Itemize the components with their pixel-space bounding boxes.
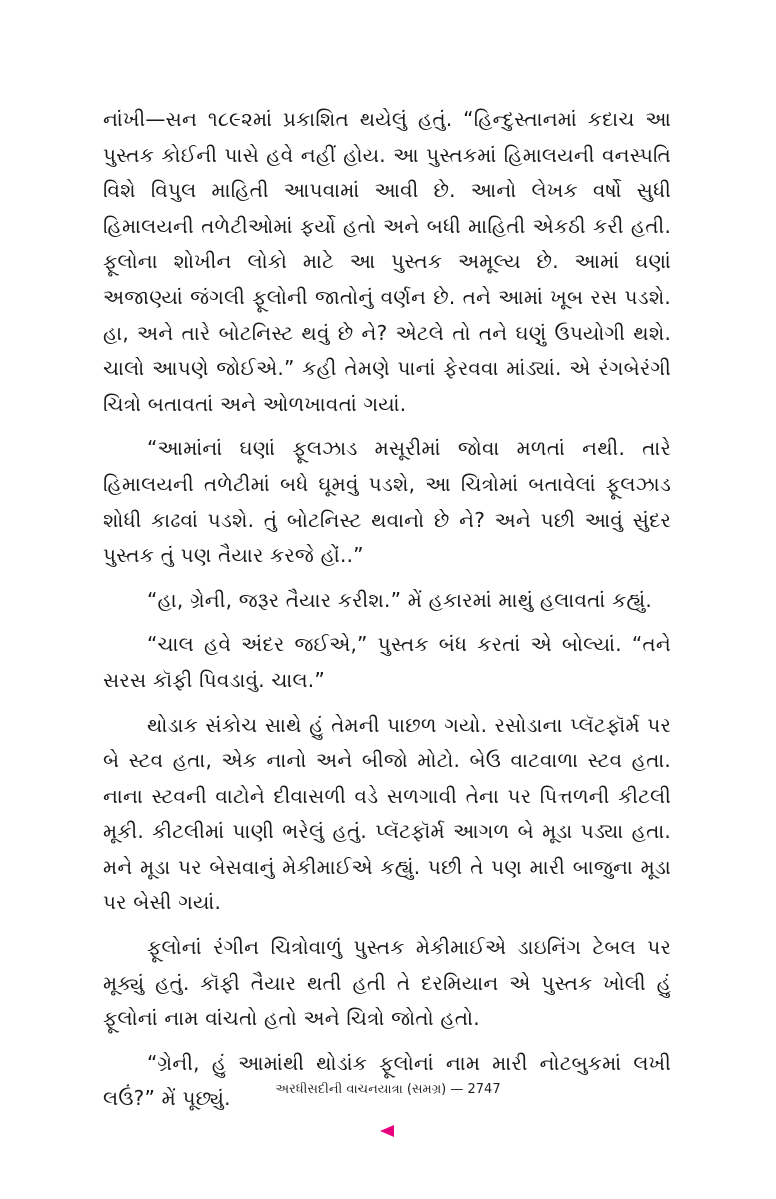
paragraph-3: “હા, ગ્રેની, જરૂર તૈયાર કરીશ.” મેં હકારમાં માથું હલાવતાં કહ્યું.	[147, 587, 652, 612]
body-text	[103, 102, 671, 1126]
paragraph-4: “ચાલ હવે અંદર જઈએ,” પુસ્તક બંધ કરતાં એ બોલ્યાં. “તને સરસ કૉફી પિવડાવું. ચાલ.”	[103, 632, 671, 692]
previous-page-button[interactable]	[378, 1123, 396, 1139]
paragraph-1: નાંખી—સન ૧૮૯૨માં પ્રકાશિત થયેલું હતું. “હિન્દુસ્તાનમાં કદાચ આ પુસ્તક કોઈની પાસે હવે નહીં હોય. આ પુસ્તકમાં હિમાલયની વનસ્પતિ વિશે વિપુલ માહિતી આપવામાં આવી છે. આનો લેખક વર્ષો સુધી હિમાલયની તળેટીઓમાં ફર્યો હતો અને બધી માહિતી એકઠી કરી હતી. ફૂલોના શોખીન લોકો માટે આ પુસ્તક અમૂલ્ય છે. આમાં ઘણાં અજાણ્યાં જંગલી ફૂલોની જાતોનું વર્ણન છે. તને આમાં ખૂબ રસ પડશે. હા, અને તારે બોટનિસ્ટ થવું છે ને? એટલે તો તને ઘણું ઉપયોગી થશે. ચાલો આપણે જોઈએ.” કહી તેમણે પાનાં ફેરવવા માંડ્યાં. એ રંગબેરંગી ચિત્રો બતાવતાં અને ઓળખાવતાં ગયાં.	[103, 107, 671, 416]
paragraph-7: “ગ્રેની, હું આમાંથી થોડાંક ફૂલોનાં નામ મારી નોટબુકમાં લખી લઉં?” મેં પૂછ્યું.	[103, 1050, 671, 1111]
page-footer: અરધીસદીની વાચનયાત્રા (સમગ્ર) — 2747	[275, 1082, 501, 1097]
paragraph-6: ફૂલોનાં રંગીન ચિત્રોવાળું પુસ્તક મેકીમાઈએ ડાઇનિંગ ટેબલ પર મૂક્યું હતું. કૉફી તૈયાર થતી હતી તે દરમિયાન એ પુસ્તક ખોલી હું ફૂલોનાં નામ વાંચતો હતો અને ચિત્રો જોતો હતો.	[103, 935, 671, 1031]
paragraph-5: થોડાક સંકોચ સાથે હું તેમની પાછળ ગયો. રસોડાના પ્લૅટફૉર્મ પર બે સ્ટવ હતા, એક નાનો અને બીજો મોટો. બેઉ વાટવાળા સ્ટવ હતા. નાના સ્ટવની વાટોને દીવાસળી વડે સળગાવી તેના પર પિત્તળની કીટલી મૂકી. કીટલીમાં પાણી ભરેલું હતું. પ્લૅટફૉર્મ આગળ બે મૂડા પડ્યા હતા. મને મૂડા પર બેસવાનું મેકીમાઈએ કહ્યું. પછી તે પણ મારી બાજુના મૂડા પર બેસી ગયાં.	[103, 712, 671, 915]
triangle-left-icon	[378, 1123, 396, 1139]
paragraph-2: “આમાંનાં ઘણાં ફૂલઝાડ મસૂરીમાં જોવા મળતાં નથી. તારે હિમાલયની તળેટીમાં બધે ઘૂમવું પડશે, આ ચિત્રોમાં બતાવેલાં ફૂલઝાડ શોધી કાઢવાં પડશે. તું બોટનિસ્ટ થવાનો છે ને? અને પછી આવું સુંદર પુસ્તક તું પણ તૈયાર કરજે હોં..”	[103, 436, 671, 568]
